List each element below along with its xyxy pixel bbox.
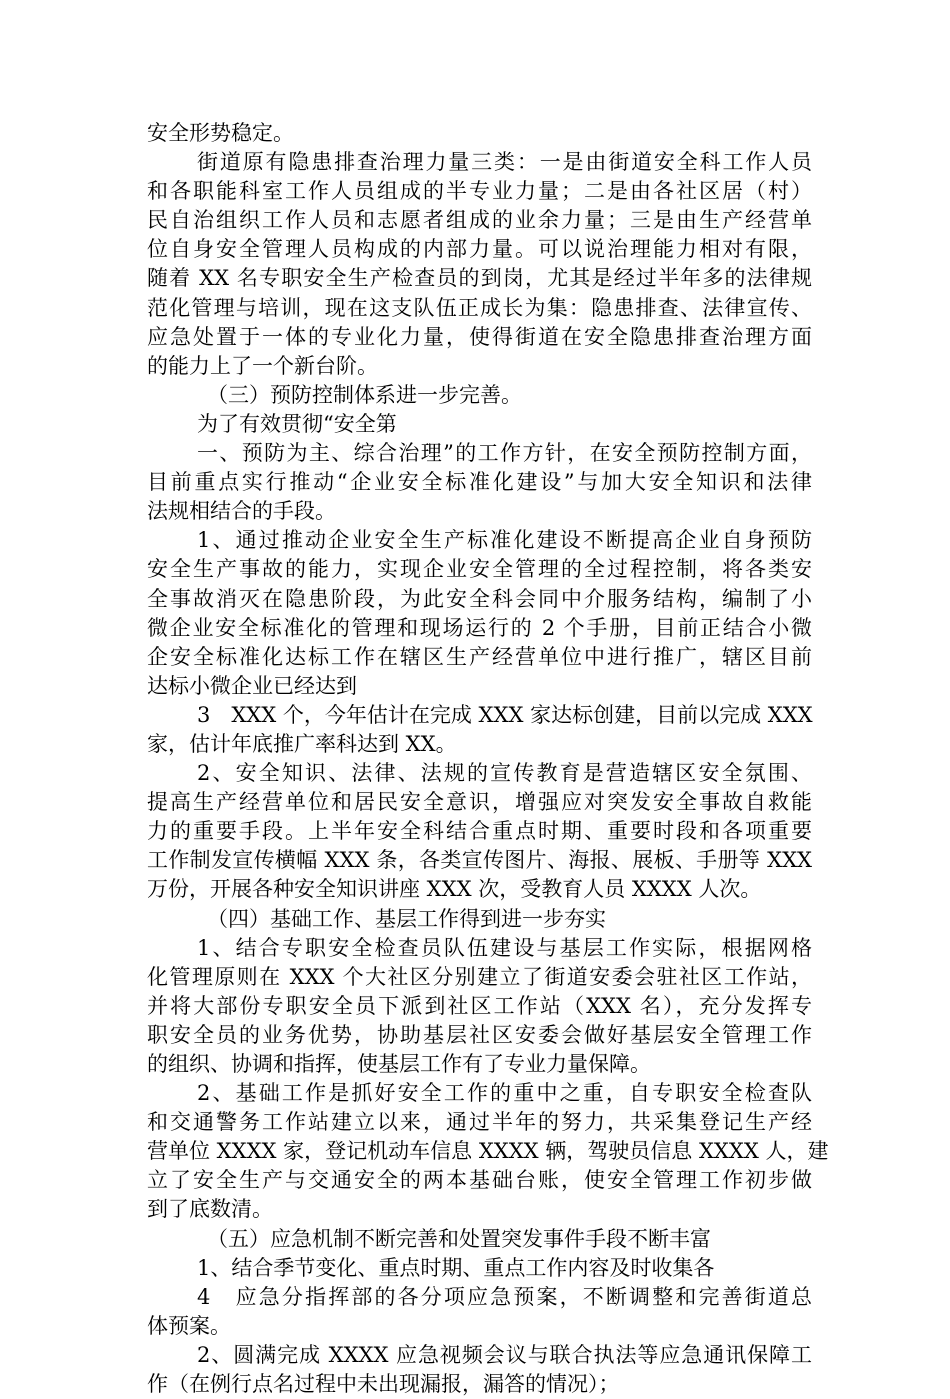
text-line: 化管理原则在 XXX 个大社区分别建立了街道安委会驻社区工作站， — [147, 964, 812, 989]
text-line: 位自身安全管理人员构成的内部力量。可以说治理能力相对有限， — [147, 237, 812, 262]
text-line: 营单位 XXXX 家，登记机动车信息 XXXX 辆，驾驶员信息 XXXX 人，建 — [147, 1139, 829, 1164]
text-line: 和交通警务工作站建立以来，通过半年的努力，共采集登记生产经 — [147, 1110, 812, 1135]
document-page — [147, 119, 829, 1399]
text-line: 立了安全生产与交通安全的两本基础台账，使安全管理工作初步做 — [147, 1168, 812, 1193]
text-line: 为了有效贯彻“安全第 — [197, 411, 397, 436]
text-line: 范化管理与培训，现在这支队伍正成长为集：隐患排查、法律宣传、 — [147, 295, 812, 320]
text-line: 提高生产经营单位和居民安全意识，增强应对突发安全事故自救能 — [147, 790, 812, 815]
text-line: 2、基础工作是抓好安全工作的重中之重，自专职安全检查队 — [197, 1081, 812, 1106]
text-line: 体预案。 — [147, 1313, 231, 1338]
text-line: 万份，开展各种安全知识讲座 XXX 次，受教育人员 XXXX 人次。 — [147, 877, 762, 902]
text-line: 3 XXX 个，今年估计在完成 XXX 家达标创建，目前以完成 XXX — [197, 702, 813, 727]
text-line: 1、结合专职安全检查员队伍建设与基层工作实际，根据网格 — [197, 935, 812, 960]
text-line: 企安全标准化达标工作在辖区生产经营单位中进行推广，辖区目前 — [147, 644, 812, 669]
text-line: 民自治组织工作人员和志愿者组成的业余力量；三是由生产经营单 — [147, 208, 812, 233]
section-heading: （三）预防控制体系进一步完善。 — [207, 382, 522, 407]
text-line: 2、圆满完成 XXXX 应急视频会议与联合执法等应急通讯保障工 — [197, 1342, 812, 1367]
section-heading: （四）基础工作、基层工作得到进一步夯实 — [207, 906, 606, 931]
text-line: 应急处置于一体的专业化力量，使得街道在安全隐患排查治理方面 — [147, 324, 812, 349]
text-line: 法规相结合的手段。 — [147, 499, 336, 524]
text-line: 一、预防为主、综合治理”的工作方针，在安全预防控制方面， — [197, 441, 812, 466]
text-line: 1、通过推动企业安全生产标准化建设不断提高企业自身预防 — [197, 528, 812, 553]
text-line: 目前重点实行推动“企业安全标准化建设”与加大安全知识和法律 — [147, 470, 812, 495]
text-line: 职安全员的业务优势，协助基层社区安委会做好基层安全管理工作 — [147, 1022, 812, 1047]
section-heading: （五）应急机制不断完善和处置突发事件手段不断丰富 — [207, 1226, 711, 1251]
text-line: 街道原有隐患排查治理力量三类：一是由街道安全科工作人员 — [197, 150, 812, 175]
text-line: 家，估计年底推广率科达到 XX。 — [147, 731, 457, 756]
text-line: 的能力上了一个新台阶。 — [147, 353, 378, 378]
text-line: 随着 XX 名专职安全生产检查员的到岗，尤其是经过半年多的法律规 — [147, 266, 812, 291]
text-line: 和各职能科室工作人员组成的半专业力量；二是由各社区居（村） — [147, 179, 812, 204]
text-line: 到了底数清。 — [147, 1197, 273, 1222]
text-line: 作（在例行点名过程中未出现漏报，漏答的情况）； — [147, 1372, 620, 1397]
text-line: 1、结合季节变化、重点时期、重点工作内容及时收集各 — [197, 1255, 715, 1280]
text-line: 微企业安全标准化的管理和现场运行的 2 个手册，目前正结合小微 — [147, 615, 812, 640]
text-line: 全事故消灭在隐患阶段，为此安全科会同中介服务结构，编制了小 — [147, 586, 812, 611]
text-line: 的组织、协调和指挥，使基层工作有了专业力量保障。 — [147, 1052, 651, 1076]
text-line: 工作制发宣传横幅 XXX 条，各类宣传图片、海报、展板、手册等 XXX — [147, 848, 812, 873]
text-line: 达标小微企业已经达到 — [147, 673, 357, 698]
text-line: 2、安全知识、法律、法规的宣传教育是营造辖区安全氛围、 — [197, 761, 812, 786]
text-line: 安全形势稳定。 — [147, 121, 294, 145]
text-line: 安全生产事故的能力，实现企业安全管理的全过程控制，将各类安 — [147, 557, 812, 582]
text-line: 4 应急分指挥部的各分项应急预案，不断调整和完善街道总 — [197, 1284, 812, 1309]
text-line: 并将大部份专职安全员下派到社区工作站（XXX 名），充分发挥专 — [147, 993, 812, 1018]
text-line: 力的重要手段。上半年安全科结合重点时期、重要时段和各项重要 — [147, 819, 812, 844]
